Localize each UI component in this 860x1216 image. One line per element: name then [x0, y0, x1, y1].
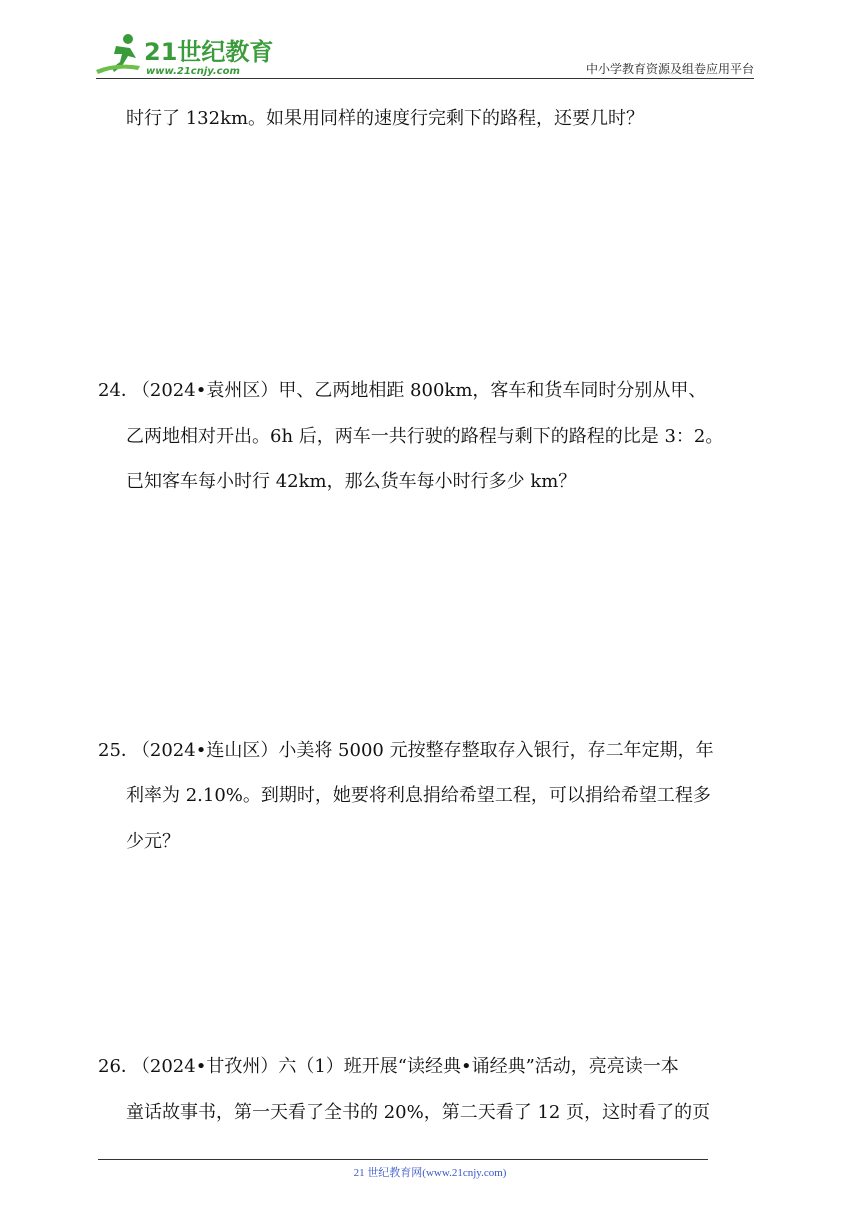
question-25-line-2: 利率为 2.10%。到期时，她要将利息捐给希望工程，可以捐给希望工程多: [126, 785, 711, 806]
runner-icon: [96, 34, 140, 74]
header-divider: [96, 78, 754, 79]
question-text: （2024•甘孜州）六（1）班开展“读经典•诵经典”活动，亮亮读一本: [140, 1056, 679, 1077]
question-number: 24．: [98, 380, 139, 401]
question-text: （2024•袁州区）甲、乙两地相距 800km，客车和货车同时分别从甲、: [140, 380, 707, 401]
logo: [92, 32, 292, 80]
footer-text: 21 世纪教育网(www.21cnjy.com): [353, 1167, 507, 1179]
question-25-line-3: 少元？: [126, 831, 180, 852]
question-26-line-2: 童话故事书，第一天看了全书的 20%，第二天看了 12 页，这时看了的页: [126, 1102, 711, 1123]
footer-divider: [98, 1159, 708, 1160]
question-text: （2024•连山区）小美将 5000 元按整存整取存入银行，存二年定期，年: [140, 740, 714, 761]
logo-text: 21世纪教育: [144, 38, 274, 66]
question-26-line-1: [98, 1055, 679, 1079]
question-24-line-3: 已知客车每小时行 42km，那么货车每小时行多少 km？: [126, 471, 577, 492]
question-number: 25．: [98, 740, 139, 761]
question-24-line-1: [98, 379, 706, 403]
question-24-line-2: 乙两地相对开出。6h 后，两车一共行驶的路程与剩下的路程的比是 3：2。: [126, 426, 724, 447]
question-number: 26．: [98, 1056, 139, 1077]
logo-url-text: www.21cnjy.com: [146, 66, 240, 77]
site-name: 中小学教育资源及组卷应用平台: [585, 62, 754, 76]
question-25-line-1: [98, 739, 714, 763]
page-header: [0, 0, 860, 82]
continuation-line: 时行了 132km。如果用同样的速度行完剩下的路程，还要几时？: [126, 108, 645, 129]
